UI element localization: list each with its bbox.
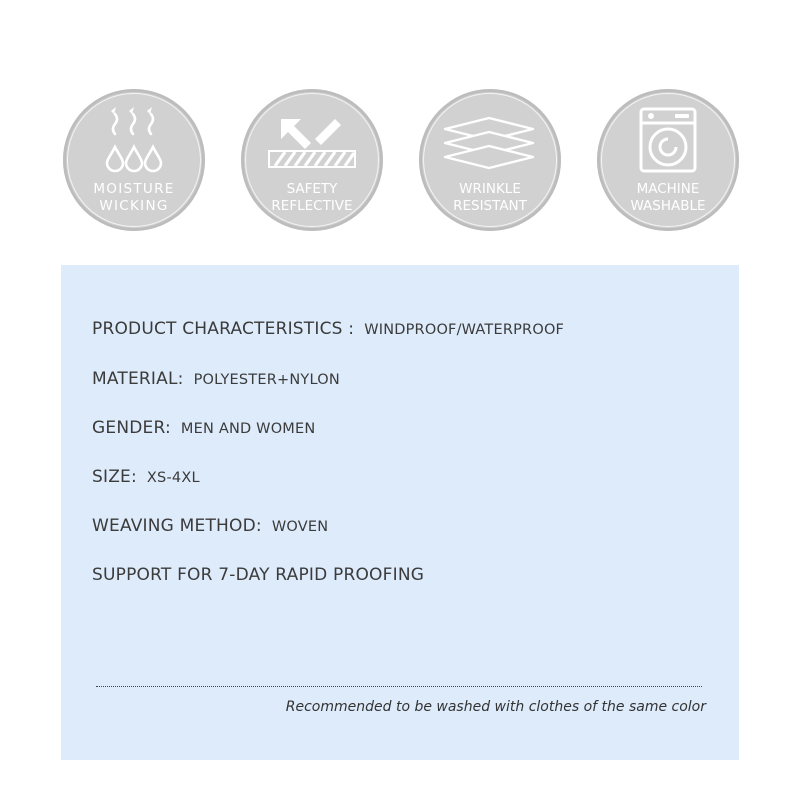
spec-characteristics: PRODUCT CHARACTERISTICS : WINDPROOF/WATERPROOF — [92, 319, 565, 339]
badge-label: WRINKLE RESISTANT — [453, 181, 527, 214]
dotted-divider — [96, 686, 702, 687]
badge-wrinkle-resistant — [419, 89, 561, 231]
spec-weaving-method: WEAVING METHOD: WOVEN — [92, 516, 329, 536]
badge-label: MACHINE WASHABLE — [630, 181, 706, 214]
badge-safety-reflective — [241, 89, 383, 231]
badge-label: MOISTURE WICKING — [93, 181, 175, 214]
spec-panel — [61, 265, 739, 760]
spec-material: MATERIAL: POLYESTER+NYLON — [92, 369, 340, 389]
feature-badges — [0, 0, 800, 260]
spec-support: SUPPORT FOR 7-DAY RAPID PROOFING — [92, 565, 425, 585]
badge-machine-washable — [597, 89, 739, 231]
spec-size: SIZE: XS-4XL — [92, 467, 200, 487]
badge-moisture-wicking — [63, 89, 205, 231]
badge-label: SAFETY REFLECTIVE — [271, 181, 353, 214]
care-note: Recommended to be washed with clothes of the same color — [285, 699, 706, 715]
spec-gender: GENDER: MEN AND WOMEN — [92, 418, 316, 438]
